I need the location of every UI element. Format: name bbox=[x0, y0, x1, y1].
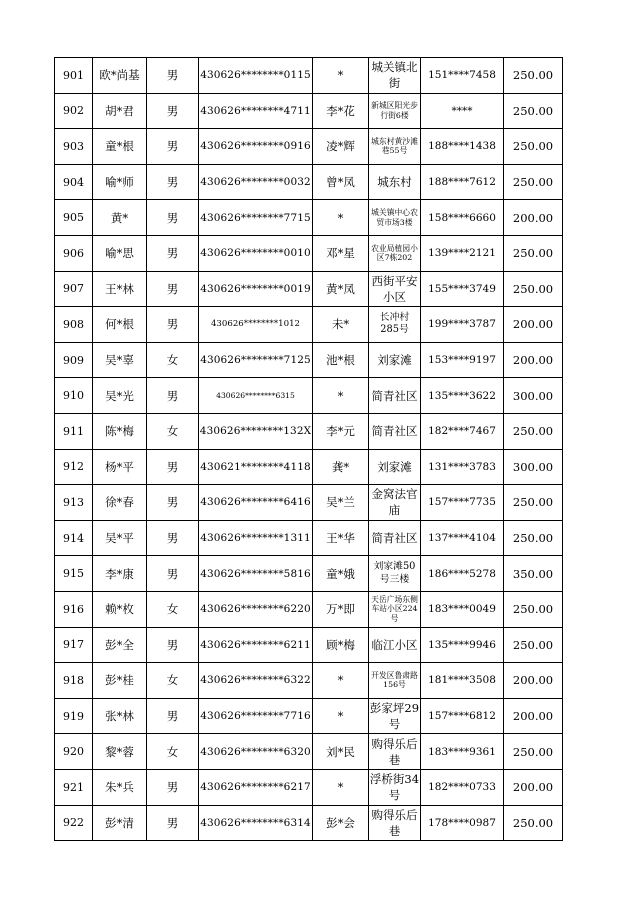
name-cell: 欧*尚基 bbox=[92, 57, 146, 93]
row-number-cell: 904 bbox=[54, 164, 92, 200]
name-cell: 杨*平 bbox=[92, 449, 146, 485]
id-number-cell: 430626********7716 bbox=[198, 698, 312, 734]
address-cell: 西街平安小区 bbox=[368, 271, 420, 307]
guardian-cell: 万*即 bbox=[312, 591, 368, 627]
id-number-cell: 430626********0019 bbox=[198, 271, 312, 307]
gender-cell: 男 bbox=[146, 698, 198, 734]
row-number-cell: 919 bbox=[54, 698, 92, 734]
phone-cell: 135****3622 bbox=[420, 377, 503, 413]
address-cell: 城关镇北街 bbox=[368, 57, 420, 93]
guardian-cell: * bbox=[312, 769, 368, 805]
table-row bbox=[54, 342, 563, 378]
gender-cell: 男 bbox=[146, 57, 198, 93]
address-cell: 刘家滩 bbox=[368, 449, 420, 485]
name-cell: 喻*思 bbox=[92, 235, 146, 271]
id-number-cell: 430626********6416 bbox=[198, 484, 312, 520]
gender-cell: 男 bbox=[146, 769, 198, 805]
guardian-cell: 未* bbox=[312, 306, 368, 342]
amount-cell: 250.00 bbox=[503, 484, 563, 520]
amount-cell: 250.00 bbox=[503, 93, 563, 129]
row-number-cell: 910 bbox=[54, 377, 92, 413]
gender-cell: 男 bbox=[146, 128, 198, 164]
amount-cell: 200.00 bbox=[503, 306, 563, 342]
phone-cell: 137****4104 bbox=[420, 520, 503, 556]
gender-cell: 女 bbox=[146, 413, 198, 449]
id-number-cell: 430626********6322 bbox=[198, 662, 312, 698]
address-cell: 简青社区 bbox=[368, 377, 420, 413]
guardian-cell: 龚* bbox=[312, 449, 368, 485]
gender-cell: 女 bbox=[146, 342, 198, 378]
address-cell: 城东村黄沙滩巷55号 bbox=[368, 128, 420, 164]
table-row bbox=[54, 377, 563, 413]
guardian-cell: 彭*会 bbox=[312, 805, 368, 841]
phone-cell: 158****6660 bbox=[420, 199, 503, 235]
name-cell: 陈*梅 bbox=[92, 413, 146, 449]
phone-cell: 153****9197 bbox=[420, 342, 503, 378]
guardian-cell: 李*花 bbox=[312, 93, 368, 129]
name-cell: 黎*蓉 bbox=[92, 733, 146, 769]
id-number-cell: 430626********5816 bbox=[198, 555, 312, 591]
guardian-cell: 黄*凤 bbox=[312, 271, 368, 307]
address-cell: 城关镇中心农贸市场3楼 bbox=[368, 199, 420, 235]
phone-cell: 155****3749 bbox=[420, 271, 503, 307]
guardian-cell: 吴*兰 bbox=[312, 484, 368, 520]
phone-cell: 139****2121 bbox=[420, 235, 503, 271]
guardian-cell: 童*娥 bbox=[312, 555, 368, 591]
phone-cell: 182****7467 bbox=[420, 413, 503, 449]
name-cell: 吴*辜 bbox=[92, 342, 146, 378]
address-cell: 新城区阳光步行街6楼 bbox=[368, 93, 420, 129]
table-row bbox=[54, 627, 563, 663]
address-cell: 农业局植园小区7栋202 bbox=[368, 235, 420, 271]
name-cell: 喻*师 bbox=[92, 164, 146, 200]
guardian-cell: * bbox=[312, 377, 368, 413]
id-number-cell: 430626********0010 bbox=[198, 235, 312, 271]
phone-cell: 157****7735 bbox=[420, 484, 503, 520]
gender-cell: 男 bbox=[146, 555, 198, 591]
guardian-cell: 王*华 bbox=[312, 520, 368, 556]
row-number-cell: 916 bbox=[54, 591, 92, 627]
id-number-cell: 430626********7715 bbox=[198, 199, 312, 235]
id-number-cell: 430626********1012 bbox=[198, 306, 312, 342]
amount-cell: 250.00 bbox=[503, 627, 563, 663]
amount-cell: 250.00 bbox=[503, 805, 563, 841]
row-number-cell: 914 bbox=[54, 520, 92, 556]
gender-cell: 男 bbox=[146, 627, 198, 663]
amount-cell: 250.00 bbox=[503, 271, 563, 307]
amount-cell: 250.00 bbox=[503, 413, 563, 449]
gender-cell: 男 bbox=[146, 306, 198, 342]
guardian-cell: 邓*星 bbox=[312, 235, 368, 271]
amount-cell: 300.00 bbox=[503, 377, 563, 413]
phone-cell: 157****6812 bbox=[420, 698, 503, 734]
gender-cell: 男 bbox=[146, 484, 198, 520]
amount-cell: 250.00 bbox=[503, 733, 563, 769]
name-cell: 黄* bbox=[92, 199, 146, 235]
gender-cell: 男 bbox=[146, 520, 198, 556]
table-row bbox=[54, 271, 563, 307]
gender-cell: 男 bbox=[146, 449, 198, 485]
address-cell: 刘家滩50号三楼 bbox=[368, 555, 420, 591]
name-cell: 徐*春 bbox=[92, 484, 146, 520]
guardian-cell: * bbox=[312, 57, 368, 93]
table-row bbox=[54, 199, 563, 235]
table-row bbox=[54, 662, 563, 698]
phone-cell: 183****0049 bbox=[420, 591, 503, 627]
address-cell: 临江小区 bbox=[368, 627, 420, 663]
gender-cell: 男 bbox=[146, 805, 198, 841]
phone-cell: 188****1438 bbox=[420, 128, 503, 164]
address-cell: 城东村 bbox=[368, 164, 420, 200]
row-number-cell: 906 bbox=[54, 235, 92, 271]
row-number-cell: 915 bbox=[54, 555, 92, 591]
name-cell: 张*林 bbox=[92, 698, 146, 734]
address-cell: 简青社区 bbox=[368, 520, 420, 556]
amount-cell: 200.00 bbox=[503, 662, 563, 698]
amount-cell: 200.00 bbox=[503, 199, 563, 235]
address-cell: 购得乐后巷 bbox=[368, 733, 420, 769]
gender-cell: 女 bbox=[146, 662, 198, 698]
table-row bbox=[54, 769, 563, 805]
name-cell: 彭*清 bbox=[92, 805, 146, 841]
amount-cell: 350.00 bbox=[503, 555, 563, 591]
guardian-cell: * bbox=[312, 698, 368, 734]
phone-cell: 186****5278 bbox=[420, 555, 503, 591]
phone-cell: 188****7612 bbox=[420, 164, 503, 200]
name-cell: 童*根 bbox=[92, 128, 146, 164]
gender-cell: 男 bbox=[146, 199, 198, 235]
row-number-cell: 922 bbox=[54, 805, 92, 841]
guardian-cell: 顾*梅 bbox=[312, 627, 368, 663]
row-number-cell: 909 bbox=[54, 342, 92, 378]
name-cell: 彭*桂 bbox=[92, 662, 146, 698]
amount-cell: 250.00 bbox=[503, 520, 563, 556]
address-cell: 长冲村285号 bbox=[368, 306, 420, 342]
table-row bbox=[54, 520, 563, 556]
table-row bbox=[54, 128, 563, 164]
row-number-cell: 913 bbox=[54, 484, 92, 520]
address-cell: 购得乐后巷 bbox=[368, 805, 420, 841]
row-number-cell: 918 bbox=[54, 662, 92, 698]
gender-cell: 男 bbox=[146, 93, 198, 129]
id-number-cell: 430626********0115 bbox=[198, 57, 312, 93]
gender-cell: 女 bbox=[146, 733, 198, 769]
phone-cell: 151****7458 bbox=[420, 57, 503, 93]
amount-cell: 250.00 bbox=[503, 164, 563, 200]
gender-cell: 男 bbox=[146, 235, 198, 271]
phone-cell: **** bbox=[420, 93, 503, 129]
phone-cell: 181****3508 bbox=[420, 662, 503, 698]
guardian-cell: 李*元 bbox=[312, 413, 368, 449]
table-row bbox=[54, 805, 563, 841]
name-cell: 彭*全 bbox=[92, 627, 146, 663]
name-cell: 王*林 bbox=[92, 271, 146, 307]
phone-cell: 182****0733 bbox=[420, 769, 503, 805]
id-number-cell: 430621********4118 bbox=[198, 449, 312, 485]
gender-cell: 男 bbox=[146, 271, 198, 307]
row-number-cell: 908 bbox=[54, 306, 92, 342]
amount-cell: 200.00 bbox=[503, 342, 563, 378]
table-row bbox=[54, 484, 563, 520]
id-number-cell: 430626********0032 bbox=[198, 164, 312, 200]
id-number-cell: 430626********4711 bbox=[198, 93, 312, 129]
amount-cell: 300.00 bbox=[503, 449, 563, 485]
amount-cell: 250.00 bbox=[503, 235, 563, 271]
table-row bbox=[54, 698, 563, 734]
row-number-cell: 920 bbox=[54, 733, 92, 769]
phone-cell: 183****9361 bbox=[420, 733, 503, 769]
guardian-cell: 凌*辉 bbox=[312, 128, 368, 164]
address-cell: 天岳广场东侧车站小区224号 bbox=[368, 591, 420, 627]
table-row bbox=[54, 449, 563, 485]
name-cell: 何*根 bbox=[92, 306, 146, 342]
id-number-cell: 430626********6220 bbox=[198, 591, 312, 627]
phone-cell: 199****3787 bbox=[420, 306, 503, 342]
row-number-cell: 901 bbox=[54, 57, 92, 93]
phone-cell: 131****3783 bbox=[420, 449, 503, 485]
id-number-cell: 430626********6211 bbox=[198, 627, 312, 663]
id-number-cell: 430626********132X bbox=[198, 413, 312, 449]
address-cell: 简青社区 bbox=[368, 413, 420, 449]
amount-cell: 200.00 bbox=[503, 698, 563, 734]
guardian-cell: 池*根 bbox=[312, 342, 368, 378]
row-number-cell: 907 bbox=[54, 271, 92, 307]
table-row bbox=[54, 413, 563, 449]
name-cell: 吴*平 bbox=[92, 520, 146, 556]
name-cell: 朱*兵 bbox=[92, 769, 146, 805]
address-cell: 刘家滩 bbox=[368, 342, 420, 378]
gender-cell: 男 bbox=[146, 377, 198, 413]
row-number-cell: 917 bbox=[54, 627, 92, 663]
table-row bbox=[54, 306, 563, 342]
id-number-cell: 430626********1311 bbox=[198, 520, 312, 556]
amount-cell: 200.00 bbox=[503, 769, 563, 805]
row-number-cell: 905 bbox=[54, 199, 92, 235]
row-number-cell: 902 bbox=[54, 93, 92, 129]
table-row bbox=[54, 57, 563, 93]
name-cell: 李*康 bbox=[92, 555, 146, 591]
address-cell: 开发区鲁肃路156号 bbox=[368, 662, 420, 698]
gender-cell: 男 bbox=[146, 164, 198, 200]
id-number-cell: 430626********6217 bbox=[198, 769, 312, 805]
address-cell: 彭家坪29号 bbox=[368, 698, 420, 734]
name-cell: 胡*君 bbox=[92, 93, 146, 129]
row-number-cell: 912 bbox=[54, 449, 92, 485]
table-row bbox=[54, 235, 563, 271]
address-cell: 浮桥街34号 bbox=[368, 769, 420, 805]
gender-cell: 女 bbox=[146, 591, 198, 627]
address-cell: 金窝法官庙 bbox=[368, 484, 420, 520]
table-bottom-border bbox=[54, 840, 563, 841]
amount-cell: 250.00 bbox=[503, 57, 563, 93]
name-cell: 吴*光 bbox=[92, 377, 146, 413]
guardian-cell: * bbox=[312, 662, 368, 698]
table-row bbox=[54, 733, 563, 769]
row-number-cell: 903 bbox=[54, 128, 92, 164]
guardian-cell: 刘*民 bbox=[312, 733, 368, 769]
name-cell: 赖*枚 bbox=[92, 591, 146, 627]
table-row bbox=[54, 164, 563, 200]
id-number-cell: 430626********0916 bbox=[198, 128, 312, 164]
table-row bbox=[54, 93, 563, 129]
guardian-cell: * bbox=[312, 199, 368, 235]
amount-cell: 250.00 bbox=[503, 591, 563, 627]
row-number-cell: 911 bbox=[54, 413, 92, 449]
row-number-cell: 921 bbox=[54, 769, 92, 805]
id-number-cell: 430626********7125 bbox=[198, 342, 312, 378]
amount-cell: 250.00 bbox=[503, 128, 563, 164]
id-number-cell: 430626********6320 bbox=[198, 733, 312, 769]
id-number-cell: 430626********6315 bbox=[198, 377, 312, 413]
phone-cell: 135****9946 bbox=[420, 627, 503, 663]
table-row bbox=[54, 591, 563, 627]
id-number-cell: 430626********6314 bbox=[198, 805, 312, 841]
table-row bbox=[54, 555, 563, 591]
phone-cell: 178****0987 bbox=[420, 805, 503, 841]
guardian-cell: 曾*凤 bbox=[312, 164, 368, 200]
